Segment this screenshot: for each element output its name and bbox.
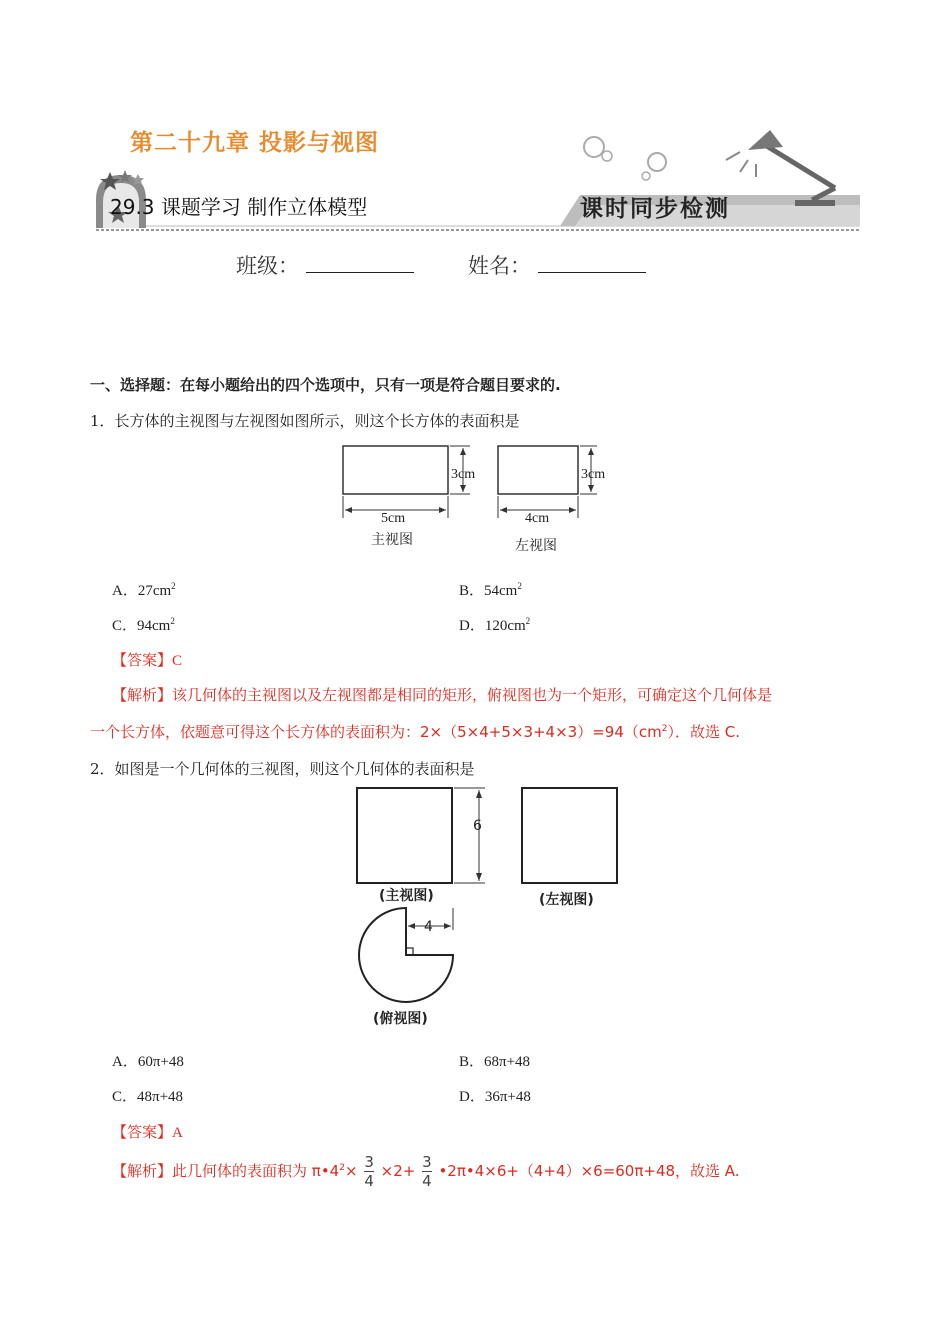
name-label: 姓名： — [468, 254, 531, 278]
q1-left-height: 3cm — [581, 467, 606, 482]
q2-front-caption: (主视图) — [379, 888, 434, 904]
q1-analysis-1: 【解析】该几何体的主视图以及左视图都是相同的矩形，俯视图也为一个矩形，可确定这个几何体是 — [112, 686, 773, 704]
q1-left-rect — [498, 446, 578, 494]
q2-option-c[interactable]: C．48π+48 — [112, 1089, 184, 1105]
lesson-title: 29.3 课题学习 制作立体模型 — [110, 195, 368, 219]
section-title: 一、选择题：在每小题给出的四个选项中，只有一项是符合题目要求的. — [90, 376, 561, 394]
q1-option-a[interactable]: A．$27cm^2$ — [112, 581, 176, 599]
fraction: $\frac{3}{4}$ — [422, 1153, 432, 1190]
q2-option-a[interactable]: A．60π+48 — [112, 1054, 184, 1070]
q2-height-label: 6 — [473, 818, 482, 834]
q2-left-rect — [522, 788, 617, 883]
q1-option-c[interactable]: C．$94cm^2$ — [112, 616, 175, 634]
fraction: $\frac{3}{4}$ — [364, 1153, 374, 1190]
q1-front-caption: 主视图 — [371, 532, 413, 548]
lamp-icon — [765, 145, 835, 200]
q2-left-caption: (左视图) — [539, 892, 594, 908]
q1-option-b[interactable]: B．$54cm^2$ — [459, 581, 522, 599]
q2-answer: 【答案】A — [112, 1123, 183, 1141]
q1-analysis-2: 一个长方体，依题意可得这个长方体的表面积为：$2\times(5\times 4+5\times 3+4\times 3)=94(cm^2)$．故选 C. — [90, 723, 740, 741]
q2-radius-label: 4 — [424, 919, 433, 935]
name-blank[interactable] — [538, 254, 646, 273]
q1-figure — [335, 438, 625, 567]
q2-figure — [345, 780, 635, 1039]
q1-left-caption: 左视图 — [515, 538, 557, 554]
q1-front-width: 5cm — [381, 511, 406, 526]
q2-option-b[interactable]: B．68π+48 — [459, 1054, 531, 1070]
name-field — [468, 250, 646, 280]
q2-front-rect — [357, 788, 452, 883]
q1-left-width: 4cm — [525, 511, 550, 526]
q1-option-d[interactable]: D．$120cm^2$ — [459, 616, 531, 634]
q2-stem: 2．如图是一个几何体的三视图，则这个几何体的表面积是 — [90, 760, 475, 778]
q1-front-height: 3cm — [451, 467, 476, 482]
class-blank[interactable] — [306, 254, 414, 273]
q2-top-caption: (俯视图) — [373, 1011, 428, 1027]
sync-label: 课时同步检测 — [580, 195, 730, 222]
q1-front-rect — [343, 446, 448, 494]
q2-analysis: 【解析】此几何体的表面积为 $\pi•4^2\times$ $\frac{3}{4}$ ×2+ $\frac{3}{4}$ •2π•4×6+（4+4）×6=60π+48，故选 A. — [112, 1153, 740, 1190]
q1-stem: 1．长方体的主视图与左视图如图所示，则这个长方体的表面积是 — [90, 412, 520, 430]
q2-option-d[interactable]: D．36π+48 — [459, 1089, 531, 1105]
class-label: 班级： — [236, 254, 299, 278]
class-field — [236, 250, 414, 280]
q1-answer: 【答案】C — [112, 651, 183, 669]
chapter-title: 第二十九章 投影与视图 — [130, 130, 380, 156]
